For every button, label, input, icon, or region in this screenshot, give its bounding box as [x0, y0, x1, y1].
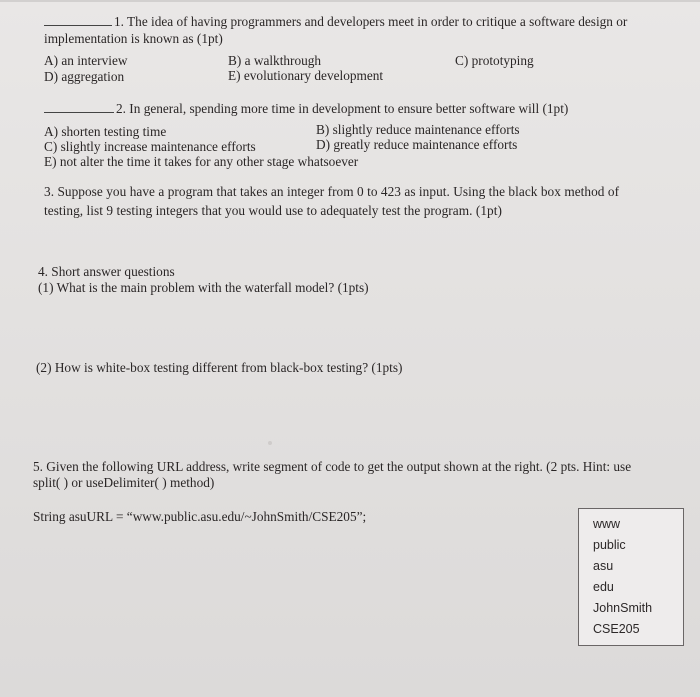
output-line: www — [593, 517, 621, 531]
q4-part2: (2) How is white-box testing different from black-box testing? (1pts) — [36, 360, 403, 375]
q4-heading: 4. Short answer questions — [38, 264, 175, 279]
q1-question-line2: implementation is known as (1pt) — [44, 31, 223, 46]
q2-option-d: D) greatly reduce maintenance efforts — [316, 137, 518, 152]
output-line: JohnSmith — [593, 601, 653, 615]
q2-option-e: E) not alter the time it takes for any other stage whatsoever — [44, 154, 359, 169]
q5-question-line1: 5. Given the following URL address, write segment of code to get the output shown at the right. (2 pts. Hint: use — [33, 459, 632, 474]
q5-code-line: String asuURL = “www.public.asu.edu/~JohnSmith/CSE205”; — [33, 509, 367, 524]
output-line: CSE205 — [593, 622, 640, 636]
q2-option-b: B) slightly reduce maintenance efforts — [316, 122, 520, 137]
q1-option-b: B) a walkthrough — [228, 53, 322, 68]
q1-question-line1: 1. The idea of having programmers and developers meet in order to critique a software design or — [114, 14, 628, 29]
q1-option-a: A) an interview — [44, 53, 128, 68]
q2-stem-row — [44, 101, 568, 117]
output-line: asu — [593, 559, 614, 573]
output-line: edu — [593, 580, 614, 594]
expected-output-box — [578, 508, 684, 646]
q1-option-d: D) aggregation — [44, 69, 125, 84]
paper-speck — [268, 441, 272, 445]
q1-line1-row — [44, 14, 627, 30]
q2-option-a: A) shorten testing time — [44, 124, 167, 139]
q3-question-line2: testing, list 9 testing integers that you would use to adequately test the program. (1pt) — [44, 203, 502, 218]
q1-answer-blank[interactable] — [44, 14, 112, 26]
q4-part1: (1) What is the main problem with the waterfall model? (1pts) — [38, 280, 369, 295]
q2-question-stem: 2. In general, spending more time in development to ensure better software will (1pt) — [116, 101, 569, 116]
q5-question-line2: split( ) or useDelimiter( ) method) — [33, 475, 215, 490]
q2-answer-blank[interactable] — [44, 101, 114, 113]
page-top-edge — [0, 0, 700, 2]
q1-option-e: E) evolutionary development — [228, 68, 384, 83]
q1-option-c: C) prototyping — [455, 53, 534, 68]
q3-question-line1: 3. Suppose you have a program that takes an integer from 0 to 423 as input. Using the black box method of — [44, 184, 620, 199]
q2-option-c: C) slightly increase maintenance efforts — [44, 139, 256, 154]
output-line: public — [593, 538, 626, 552]
